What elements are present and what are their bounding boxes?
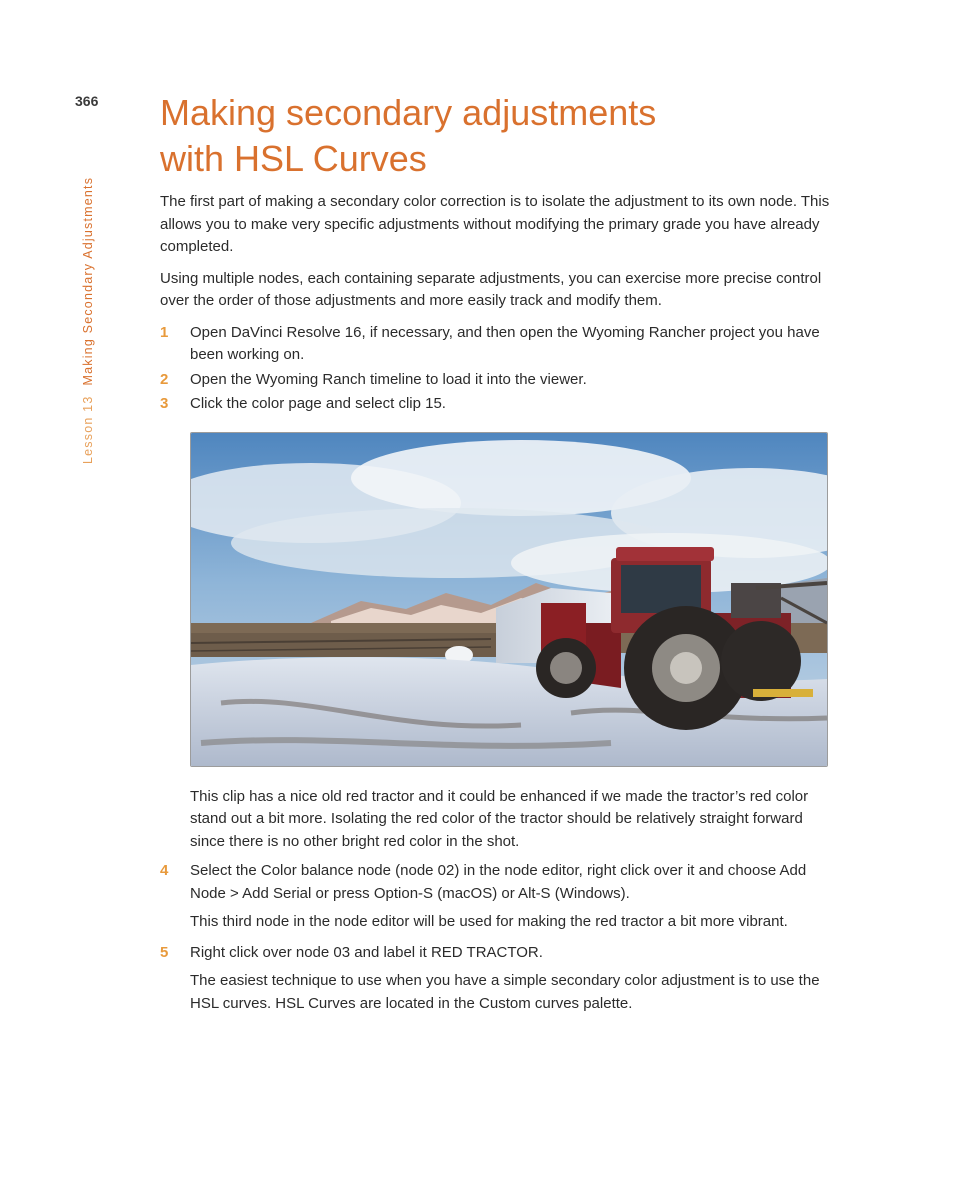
title-line-1: Making secondary adjustments: [160, 92, 657, 133]
tractor-photo: [190, 432, 828, 767]
step-text: Select the Color balance node (node 02) in the node editor, right click over it and choose Add Node > Add Serial or press Option-S (macOS) or Alt-S (Windows).: [190, 862, 807, 902]
lesson-label: Lesson 13: [81, 395, 95, 464]
step-number: 1: [160, 323, 169, 341]
page-number: 366: [75, 93, 99, 109]
step-5-note: The easiest technique to use when you have a simple secondary color adjustment is to use the HSL curves. HSL Curves are located in the Custom curves palette.: [190, 972, 820, 1012]
chapter-label: Making Secondary Adjustments: [81, 176, 95, 386]
step-text: Open the Wyoming Ranch timeline to load it into the viewer.: [190, 370, 587, 388]
intro-paragraph-1: The first part of making a secondary color correction is to isolate the adjustment to its own node. This allows you to make very specific adjustments without modifying the primary grade you have already completed.: [160, 193, 830, 255]
step-4-note: This third node in the node editor will be used for making the red tractor a bit more vibrant.: [190, 913, 788, 930]
step-text: Open DaVinci Resolve 16, if necessary, and then open the Wyoming Rancher project you have been working on.: [190, 323, 820, 363]
figure-caption: This clip has a nice old red tractor and it could be enhanced if we made the tractor’s red color stand out a bit more. Isolating the red color of the tractor should be relatively straight forward since there is no other bright red color in the shot.: [190, 787, 809, 850]
step-number: 5: [160, 943, 169, 961]
step-number: 3: [160, 395, 169, 412]
intro-paragraph-2: Using multiple nodes, each containing separate adjustments, you can exercise more precise control over the order of those adjustments and more easily track and modify them.: [160, 269, 822, 309]
step-text: Click the color page and select clip 15.: [190, 395, 446, 412]
running-header: [81, 177, 95, 464]
step-text: Right click over node 03 and label it RED TRACTOR.: [190, 943, 543, 961]
step-2: [160, 369, 832, 392]
step-number: 2: [160, 370, 169, 388]
step-5: [160, 942, 832, 965]
step-number: 4: [160, 862, 169, 879]
step-3: [160, 393, 832, 416]
title-line-2: with HSL Curves: [160, 138, 427, 179]
step-1: [160, 322, 832, 367]
page-title: [160, 90, 780, 182]
body-content: [160, 191, 832, 1015]
step-4: [160, 860, 832, 905]
